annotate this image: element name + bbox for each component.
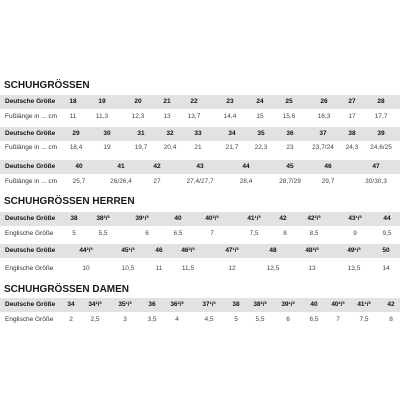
row-cells xyxy=(0,244,400,258)
size-cell: 38²/³ xyxy=(253,301,267,308)
value-cell: 8 xyxy=(389,316,393,323)
row-label: Fußlänge in ... cm xyxy=(5,113,58,120)
value-cell: 17 xyxy=(348,113,356,120)
size-cell: 36 xyxy=(148,301,156,308)
size-cell: 20 xyxy=(134,98,142,105)
size-cell: 43¹/³ xyxy=(348,215,362,222)
value-cell: 11,5 xyxy=(181,265,195,272)
size-cell: 29 xyxy=(72,130,80,137)
row-label: Deutsche Größe xyxy=(5,130,56,137)
measure-row xyxy=(0,262,400,276)
row-cells xyxy=(0,313,400,327)
size-cell: 46 xyxy=(324,163,332,170)
value-cell: 13,7 xyxy=(187,113,201,120)
size-cell: 48²/³ xyxy=(305,247,319,254)
value-cell: 11 xyxy=(155,265,163,272)
row-label: Deutsche Größe xyxy=(5,163,56,170)
size-cell: 47 xyxy=(372,163,380,170)
value-cell: 11,3 xyxy=(95,113,109,120)
value-cell: 5 xyxy=(234,316,238,323)
section-title: SCHUHGRÖSSEN DAMEN xyxy=(4,284,130,295)
size-cell: 38 xyxy=(70,215,78,222)
size-cell: 36²/³ xyxy=(170,301,184,308)
size-cell: 39 xyxy=(377,130,385,137)
value-cell: 6 xyxy=(145,230,149,237)
row-label: Deutsche Größe xyxy=(5,98,56,105)
german-size-row xyxy=(0,160,400,174)
value-cell: 7 xyxy=(210,230,214,237)
measure-row xyxy=(0,313,400,327)
value-cell: 17,7 xyxy=(374,113,388,120)
size-cell: 27 xyxy=(348,98,356,105)
value-cell: 20,4 xyxy=(163,144,177,151)
value-cell: 13,5 xyxy=(347,265,361,272)
value-cell: 11 xyxy=(69,113,77,120)
value-cell: 5,5 xyxy=(98,230,108,237)
size-cell: 42 xyxy=(153,163,161,170)
value-cell: 6,5 xyxy=(309,316,319,323)
value-cell: 2,5 xyxy=(90,316,100,323)
value-cell: 12,3 xyxy=(131,113,145,120)
size-cell: 34 xyxy=(67,301,75,308)
value-cell: 7,5 xyxy=(249,230,259,237)
value-cell: 8 xyxy=(283,230,287,237)
size-cell: 42 xyxy=(387,301,395,308)
row-label: Deutsche Größe xyxy=(5,301,56,308)
value-cell: 6 xyxy=(286,316,290,323)
german-size-row xyxy=(0,127,400,141)
value-cell: 29,7 xyxy=(321,178,335,185)
size-cell: 41¹/³ xyxy=(357,301,371,308)
size-cell: 31 xyxy=(137,130,145,137)
value-cell: 18,4 xyxy=(69,144,83,151)
row-label: Fußlänge in ... cm xyxy=(5,178,58,185)
size-cell: 43 xyxy=(196,163,204,170)
measure-row xyxy=(0,110,400,124)
value-cell: 24,3 xyxy=(345,144,359,151)
size-cell: 45 xyxy=(286,163,294,170)
size-cell: 30 xyxy=(103,130,111,137)
value-cell: 15,6 xyxy=(282,113,296,120)
row-label: Englische Größe xyxy=(5,265,54,272)
measure-row xyxy=(0,227,400,241)
size-cell: 23 xyxy=(226,98,234,105)
value-cell: 5 xyxy=(72,230,76,237)
size-cell: 35 xyxy=(257,130,265,137)
section-title: SCHUHGRÖSSEN HERREN xyxy=(4,196,135,207)
size-cell: 44²/³ xyxy=(79,247,93,254)
german-size-row xyxy=(0,212,400,226)
size-cell: 33 xyxy=(194,130,202,137)
size-cell: 49¹/³ xyxy=(347,247,361,254)
size-cell: 39¹/³ xyxy=(281,301,295,308)
size-cell: 47¹/³ xyxy=(225,247,239,254)
row-cells xyxy=(0,141,400,155)
value-cell: 30/30,3 xyxy=(365,178,387,185)
value-cell: 5,5 xyxy=(255,316,265,323)
size-cell: 39¹/³ xyxy=(135,215,149,222)
measure-row xyxy=(0,175,400,189)
value-cell: 19,7 xyxy=(134,144,148,151)
value-cell: 3 xyxy=(123,316,127,323)
row-label: Englische Größe xyxy=(5,316,54,323)
size-cell: 18 xyxy=(69,98,77,105)
value-cell: 4 xyxy=(175,316,179,323)
size-cell: 25 xyxy=(285,98,293,105)
row-cells xyxy=(0,212,400,226)
size-cell: 28 xyxy=(377,98,385,105)
row-cells xyxy=(0,227,400,241)
value-cell: 25,7 xyxy=(72,178,86,185)
size-cell: 26 xyxy=(320,98,328,105)
value-cell: 19 xyxy=(103,144,111,151)
value-cell: 6,5 xyxy=(173,230,183,237)
value-cell: 10 xyxy=(82,265,90,272)
value-cell: 8,5 xyxy=(309,230,319,237)
size-cell: 40 xyxy=(174,215,182,222)
row-cells xyxy=(0,298,400,312)
size-cell: 34²/³ xyxy=(88,301,102,308)
size-cell: 19 xyxy=(98,98,106,105)
value-cell: 28,4 xyxy=(239,178,253,185)
size-cell: 37 xyxy=(319,130,327,137)
row-cells xyxy=(0,175,400,189)
value-cell: 7,5 xyxy=(359,316,369,323)
size-cell: 44 xyxy=(383,215,391,222)
value-cell: 13 xyxy=(163,113,171,120)
size-cell: 41¹/³ xyxy=(247,215,261,222)
row-cells xyxy=(0,127,400,141)
value-cell: 21,7 xyxy=(225,144,239,151)
size-cell: 21 xyxy=(163,98,171,105)
value-cell: 27,4/27,7 xyxy=(186,178,214,185)
value-cell: 28,7/29 xyxy=(279,178,301,185)
row-label: Fußlänge in ... cm xyxy=(5,144,58,151)
size-cell: 50 xyxy=(382,247,390,254)
value-cell: 14 xyxy=(382,265,390,272)
size-cell: 38 xyxy=(348,130,356,137)
value-cell: 16,3 xyxy=(317,113,331,120)
value-cell: 3,5 xyxy=(147,316,157,323)
value-cell: 4,5 xyxy=(204,316,214,323)
size-cell: 36 xyxy=(286,130,294,137)
row-cells xyxy=(0,95,400,109)
size-cell: 32 xyxy=(166,130,174,137)
size-cell: 41 xyxy=(117,163,125,170)
size-cell: 48 xyxy=(269,247,277,254)
size-cell: 40²/³ xyxy=(331,301,345,308)
size-cell: 38 xyxy=(232,301,240,308)
row-cells xyxy=(0,160,400,174)
row-label: Deutsche Größe xyxy=(5,215,56,222)
size-cell: 40 xyxy=(75,163,83,170)
value-cell: 26/26,4 xyxy=(110,178,132,185)
size-cell: 45¹/³ xyxy=(121,247,135,254)
section-title: SCHUHGRÖSSEN xyxy=(4,80,90,91)
value-cell: 22,3 xyxy=(254,144,268,151)
size-cell: 46²/³ xyxy=(181,247,195,254)
value-cell: 10,5 xyxy=(121,265,135,272)
size-cell: 22 xyxy=(190,98,198,105)
value-cell: 12 xyxy=(228,265,236,272)
size-cell: 42 xyxy=(279,215,287,222)
german-size-row xyxy=(0,298,400,312)
size-cell: 35¹/³ xyxy=(118,301,132,308)
size-cell: 34 xyxy=(228,130,236,137)
size-cell: 24 xyxy=(256,98,264,105)
measure-row xyxy=(0,141,400,155)
size-cell: 40²/³ xyxy=(205,215,219,222)
value-cell: 7 xyxy=(336,316,340,323)
row-label: Englische Größe xyxy=(5,230,54,237)
size-cell: 40 xyxy=(310,301,318,308)
row-cells xyxy=(0,110,400,124)
value-cell: 14,4 xyxy=(223,113,237,120)
size-cell: 44 xyxy=(242,163,250,170)
value-cell: 9 xyxy=(353,230,357,237)
value-cell: 27 xyxy=(153,178,161,185)
german-size-row xyxy=(0,95,400,109)
value-cell: 2 xyxy=(69,316,73,323)
value-cell: 21 xyxy=(194,144,202,151)
size-cell: 46 xyxy=(155,247,163,254)
value-cell: 24,6/25 xyxy=(370,144,392,151)
value-cell: 9,5 xyxy=(382,230,392,237)
value-cell: 23,7/24 xyxy=(312,144,334,151)
row-cells xyxy=(0,262,400,276)
german-size-row xyxy=(0,244,400,258)
row-label: Deutsche Größe xyxy=(5,247,56,254)
size-cell: 38²/³ xyxy=(96,215,110,222)
value-cell: 15 xyxy=(256,113,264,120)
size-cell: 37¹/³ xyxy=(202,301,216,308)
value-cell: 12,5 xyxy=(266,265,280,272)
value-cell: 13 xyxy=(308,265,316,272)
value-cell: 23 xyxy=(286,144,294,151)
size-cell: 42²/³ xyxy=(307,215,321,222)
